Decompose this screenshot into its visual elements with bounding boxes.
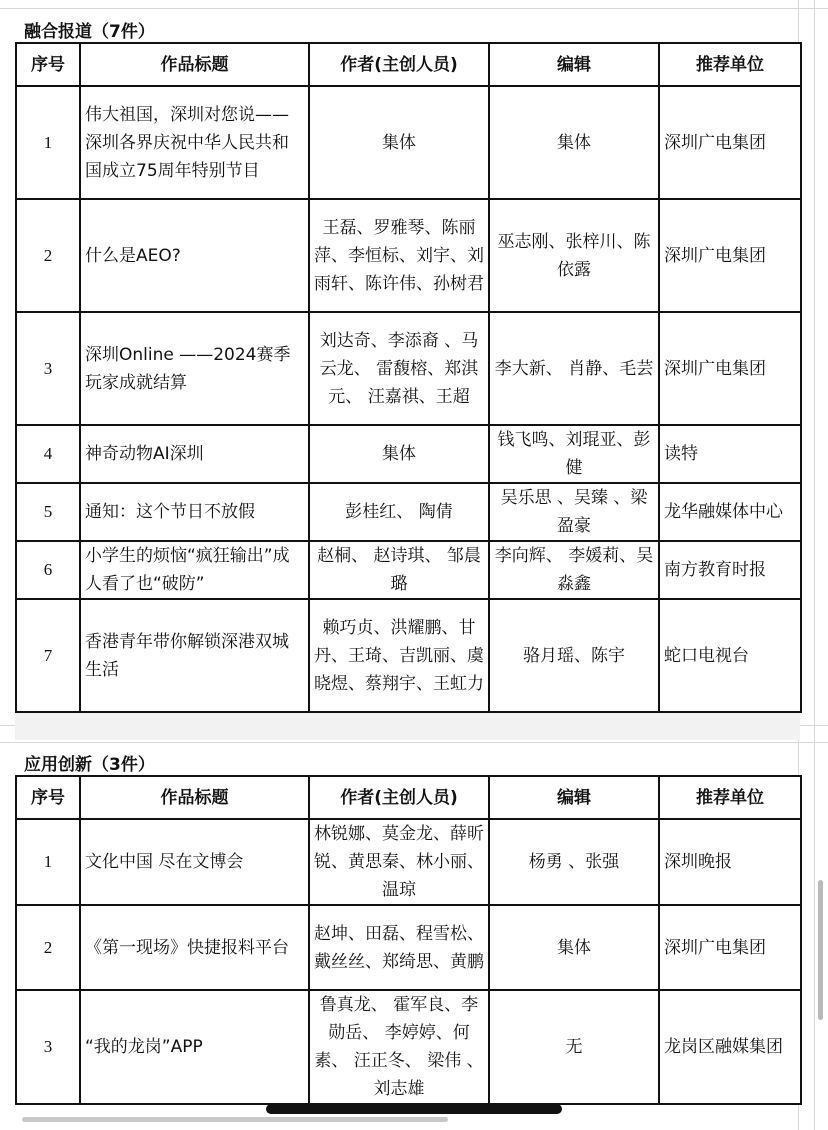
header-editor: 编辑 xyxy=(489,776,659,819)
table-row xyxy=(16,483,801,541)
cell-author: 赵坤、田磊、程雪松、戴丝丝、郑绮思、黄鹏 xyxy=(309,905,489,990)
cell-num: 3 xyxy=(16,990,80,1104)
table-header-row xyxy=(16,43,801,86)
cell-title: 神奇动物AI深圳 xyxy=(80,425,309,483)
cell-title: 伟大祖国，深圳对您说——深圳各界庆祝中华人民共和国成立75周年特别节目 xyxy=(80,86,309,199)
gridline xyxy=(0,742,828,743)
cell-title: “我的龙岗”APP xyxy=(80,990,309,1104)
cell-author: 王磊、罗雅琴、陈丽萍、李恒标、刘宇、刘雨轩、陈许伟、孙树君 xyxy=(309,199,489,312)
table-row xyxy=(16,199,801,312)
table-row xyxy=(16,990,801,1104)
cell-title: 小学生的烦恼“疯狂输出”成人看了也“破防” xyxy=(80,541,309,599)
cell-unit: 读特 xyxy=(659,425,801,483)
vertical-scrollbar[interactable] xyxy=(818,880,823,1020)
innovation-report-table xyxy=(15,775,802,1105)
gridline xyxy=(0,8,828,9)
table-row xyxy=(16,819,801,905)
header-unit: 推荐单位 xyxy=(659,43,801,86)
cell-num: 6 xyxy=(16,541,80,599)
header-title: 作品标题 xyxy=(80,776,309,819)
table-row xyxy=(16,599,801,712)
cell-num: 1 xyxy=(16,819,80,905)
cell-editor: 集体 xyxy=(489,86,659,199)
cell-unit: 深圳广电集团 xyxy=(659,312,801,425)
cell-editor: 杨勇 、张强 xyxy=(489,819,659,905)
fusion-report-table xyxy=(15,42,802,713)
cell-title: 什么是AEO? xyxy=(80,199,309,312)
cell-title: 《第一现场》快捷报料平台 xyxy=(80,905,309,990)
home-indicator[interactable] xyxy=(266,1104,562,1114)
cell-unit: 深圳广电集团 xyxy=(659,86,801,199)
cell-editor: 李向辉、 李媛莉、吴淼鑫 xyxy=(489,541,659,599)
cell-editor: 吴乐思 、吴臻 、梁盈豪 xyxy=(489,483,659,541)
cell-title: 文化中国 尽在文博会 xyxy=(80,819,309,905)
cell-editor: 钱飞鸣、刘琨亚、彭健 xyxy=(489,425,659,483)
cell-editor: 无 xyxy=(489,990,659,1104)
cell-unit: 南方教育时报 xyxy=(659,541,801,599)
cell-unit: 龙华融媒体中心 xyxy=(659,483,801,541)
cell-author: 集体 xyxy=(309,86,489,199)
header-title: 作品标题 xyxy=(80,43,309,86)
cell-title: 通知：这个节日不放假 xyxy=(80,483,309,541)
cell-num: 3 xyxy=(16,312,80,425)
table-header-row xyxy=(16,776,801,819)
cell-unit: 龙岗区融媒集团 xyxy=(659,990,801,1104)
cell-editor: 李大新、 肖静、毛芸 xyxy=(489,312,659,425)
cell-author: 赖巧贞、洪耀鹏、甘丹、王琦、吉凯丽、虞晓煜、蔡翔宇、王虹力 xyxy=(309,599,489,712)
cell-num: 4 xyxy=(16,425,80,483)
table-row xyxy=(16,541,801,599)
header-author: 作者(主创人员) xyxy=(309,776,489,819)
cell-author: 赵桐、 赵诗琪、 邹晨璐 xyxy=(309,541,489,599)
cell-unit: 深圳晚报 xyxy=(659,819,801,905)
gridline xyxy=(814,0,815,1130)
cell-editor: 集体 xyxy=(489,905,659,990)
header-editor: 编辑 xyxy=(489,43,659,86)
header-num: 序号 xyxy=(16,43,80,86)
horizontal-scrollbar[interactable] xyxy=(22,1117,448,1122)
table-row xyxy=(16,425,801,483)
cell-num: 7 xyxy=(16,599,80,712)
cell-author: 鲁真龙、 霍军良、李勋岳、 李婷婷、何素、 汪正冬、 梁伟 、刘志雄 xyxy=(309,990,489,1104)
table-row xyxy=(16,312,801,425)
cell-num: 1 xyxy=(16,86,80,199)
header-author: 作者(主创人员) xyxy=(309,43,489,86)
table-row xyxy=(16,86,801,199)
cell-author: 集体 xyxy=(309,425,489,483)
cell-author: 林锐娜、莫金龙、薛昕锐、黄思秦、林小丽、温琼 xyxy=(309,819,489,905)
cell-title: 深圳Online ——2024赛季玩家成就结算 xyxy=(80,312,309,425)
cell-editor: 巫志刚、张梓川、陈依露 xyxy=(489,199,659,312)
section-title-innovation: 应用创新（3件） xyxy=(24,755,155,775)
cell-num: 2 xyxy=(16,199,80,312)
cell-unit: 深圳广电集团 xyxy=(659,905,801,990)
cell-title: 香港青年带你解锁深港双城生活 xyxy=(80,599,309,712)
section-title-fusion: 融合报道（7件） xyxy=(24,22,155,42)
cell-author: 刘达奇、李添裔 、马云龙、 雷馥榕、郑淇元、 汪嘉祺、王超 xyxy=(309,312,489,425)
cell-num: 5 xyxy=(16,483,80,541)
header-unit: 推荐单位 xyxy=(659,776,801,819)
cell-unit: 深圳广电集团 xyxy=(659,199,801,312)
header-num: 序号 xyxy=(16,776,80,819)
cell-editor: 骆月瑶、陈宇 xyxy=(489,599,659,712)
cell-num: 2 xyxy=(16,905,80,990)
table-row xyxy=(16,905,801,990)
cell-unit: 蛇口电视台 xyxy=(659,599,801,712)
cell-author: 彭桂红、 陶倩 xyxy=(309,483,489,541)
